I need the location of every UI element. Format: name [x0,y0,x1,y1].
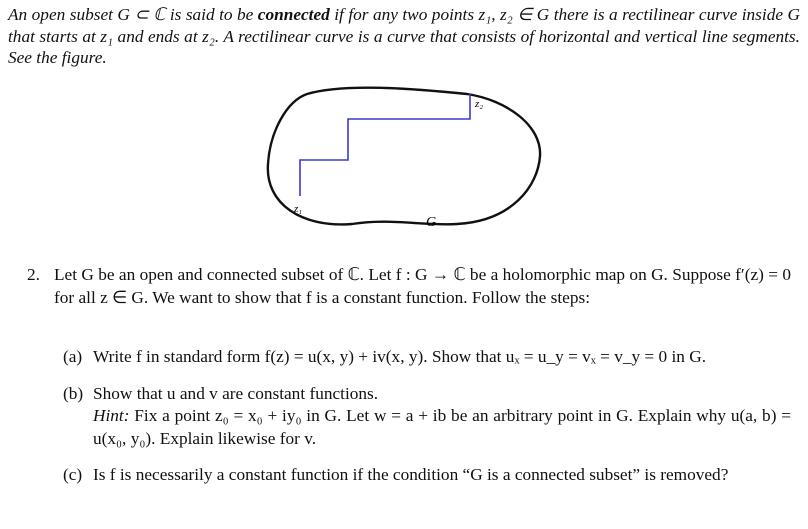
part-label: (b) [63,383,84,403]
part-text: Show that u and v are constant functions. [93,383,379,403]
hint [93,405,791,450]
label-z1: z₁ [294,203,303,215]
intro-text: and ends at [113,26,203,46]
part-label: (c) [63,465,83,484]
part-c [63,464,791,487]
rectilinear-curve-figure [262,86,552,236]
problem-statement: Let G be an open and connected subset of ℂ. Let f : G → ℂ be a holomorphic map on G. Suppose f′(z) = 0 for all z ∈ G. We want to show that f is a constant function. Follow the steps: [54,265,791,307]
problem-number: 2. [27,265,40,284]
label-region-g: G [426,215,437,230]
intro-math: z₁, z₂ ∈ G [478,5,550,24]
defined-term: connected [257,5,330,24]
part-label: (a) [63,347,83,366]
region-outline [268,88,540,225]
intro-text: if for any two points [329,5,479,24]
intro-text: is said to be [165,5,258,24]
hint-text: Fix a point z₀ = x₀ + iy₀ in G. Let w = a + ib be an arbitrary point in G. Explain why u(a, b) = u(x₀, y₀). Explain likewise for v. [93,406,791,448]
intro-math: G ⊂ ℂ [117,5,166,24]
intro-text: there is a rectilinear curve inside [549,5,788,24]
intro-math: G [787,5,800,24]
intro-text: . A rectilinear curve is a curve that consists of horizontal and vertical line segments. See the figure. [8,26,800,67]
intro-text: An open subset [8,5,118,24]
intro-math: z₂ [202,26,215,46]
part-a [63,346,791,369]
problem-2 [27,264,791,309]
part-text: Is f is necessarily a constant function if the condition “G is a connected subset” is removed? [93,465,729,484]
problem-parts [63,346,791,487]
part-text: Write f in standard form f(z) = u(x, y) + iv(x, y). Show that uₓ = u_y = vₓ = v_y = 0 in G. [93,347,707,366]
part-b [63,383,791,451]
hint-label: Hint: [93,406,130,425]
label-z2: z₂ [475,98,484,110]
intro-math: z₁ [100,26,114,46]
definition-paragraph [8,4,800,69]
rectilinear-path [300,94,470,196]
intro-text: that starts at [8,26,101,46]
